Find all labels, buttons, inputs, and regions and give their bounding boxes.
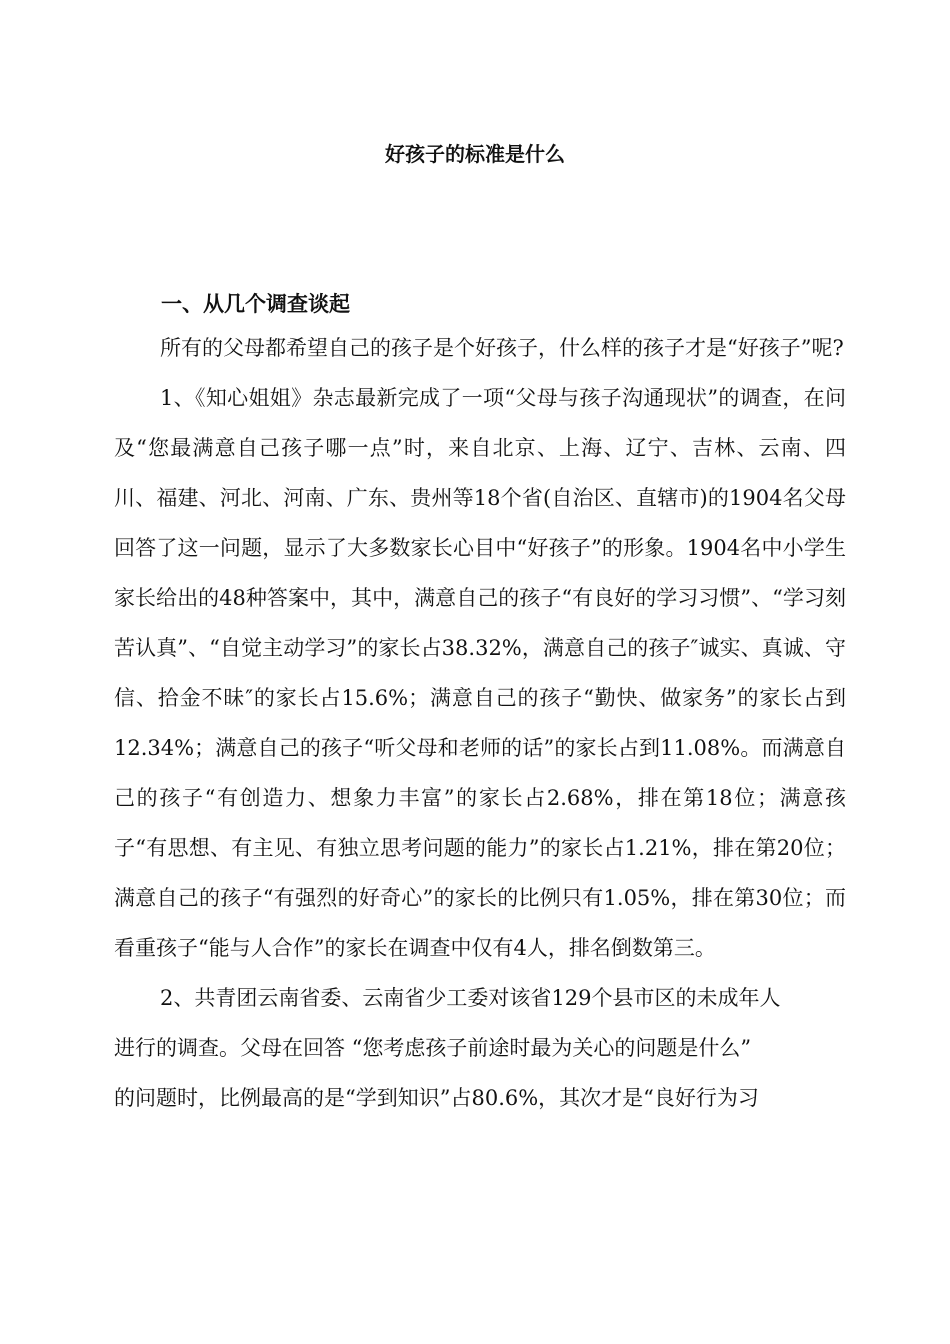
paragraph-survey-2-line-3: 的问题时，比例最高的是“学到知识”占80.6%，其次才是“良好行为习	[114, 1086, 759, 1110]
document-body	[114, 323, 846, 1123]
section-heading: 一、从几个调查谈起	[161, 291, 350, 316]
document-title: 好孩子的标准是什么	[385, 142, 565, 166]
paragraph-intro: 所有的父母都希望自己的孩子是个好孩子，什么样的孩子才是“好孩子”呢?	[160, 336, 844, 360]
paragraph-survey-2-line-1: 2、共青团云南省委、云南省少工委对该省129个县市区的未成年人	[160, 986, 781, 1010]
paragraph-survey-2	[114, 973, 846, 1123]
paragraph-survey-2-line-2: 进行的调查。父母在回答 “您考虑孩子前途时最为关心的问题是什么”	[114, 1036, 752, 1060]
paragraph-survey-1: 1、《知心姐姐》杂志最新完成了一项“父母与孩子沟通现状”的调查，在问及“您最满意自己孩子哪一点”时，来自北京、上海、辽宁、吉林、云南、四川、福建、河北、河南、广东、贵州等18个省(自治区、直辖市)的1904名父母回答了这一问题，显示了大多数家长心目中“好孩子”的形象。1904名中小学生家长给出的48种答案中，其中，满意自己的孩子“有良好的学习习惯”、“学习刻苦认真”、“自觉主动学习”的家长占38.32%，满意自己的孩子″诚实、真诚、守信、拾金不昧″的家长占15.6%；满意自己的孩子“勤快、做家务”的家长占到12.34%；满意自己的孩子“听父母和老师的话”的家长占到11.08%。而满意自己的孩子“有创造力、想象力丰富”的家长占2.68%，排在第18位；满意孩子“有思想、有主见、有独立思考问题的能力”的家长占1.21%，排在第20位；满意自己的孩子“有强烈的好奇心”的家长的比例只有1.05%，排在第30位；而看重孩子“能与人合作”的家长在调查中仅有4人，排名倒数第三。	[114, 386, 846, 960]
